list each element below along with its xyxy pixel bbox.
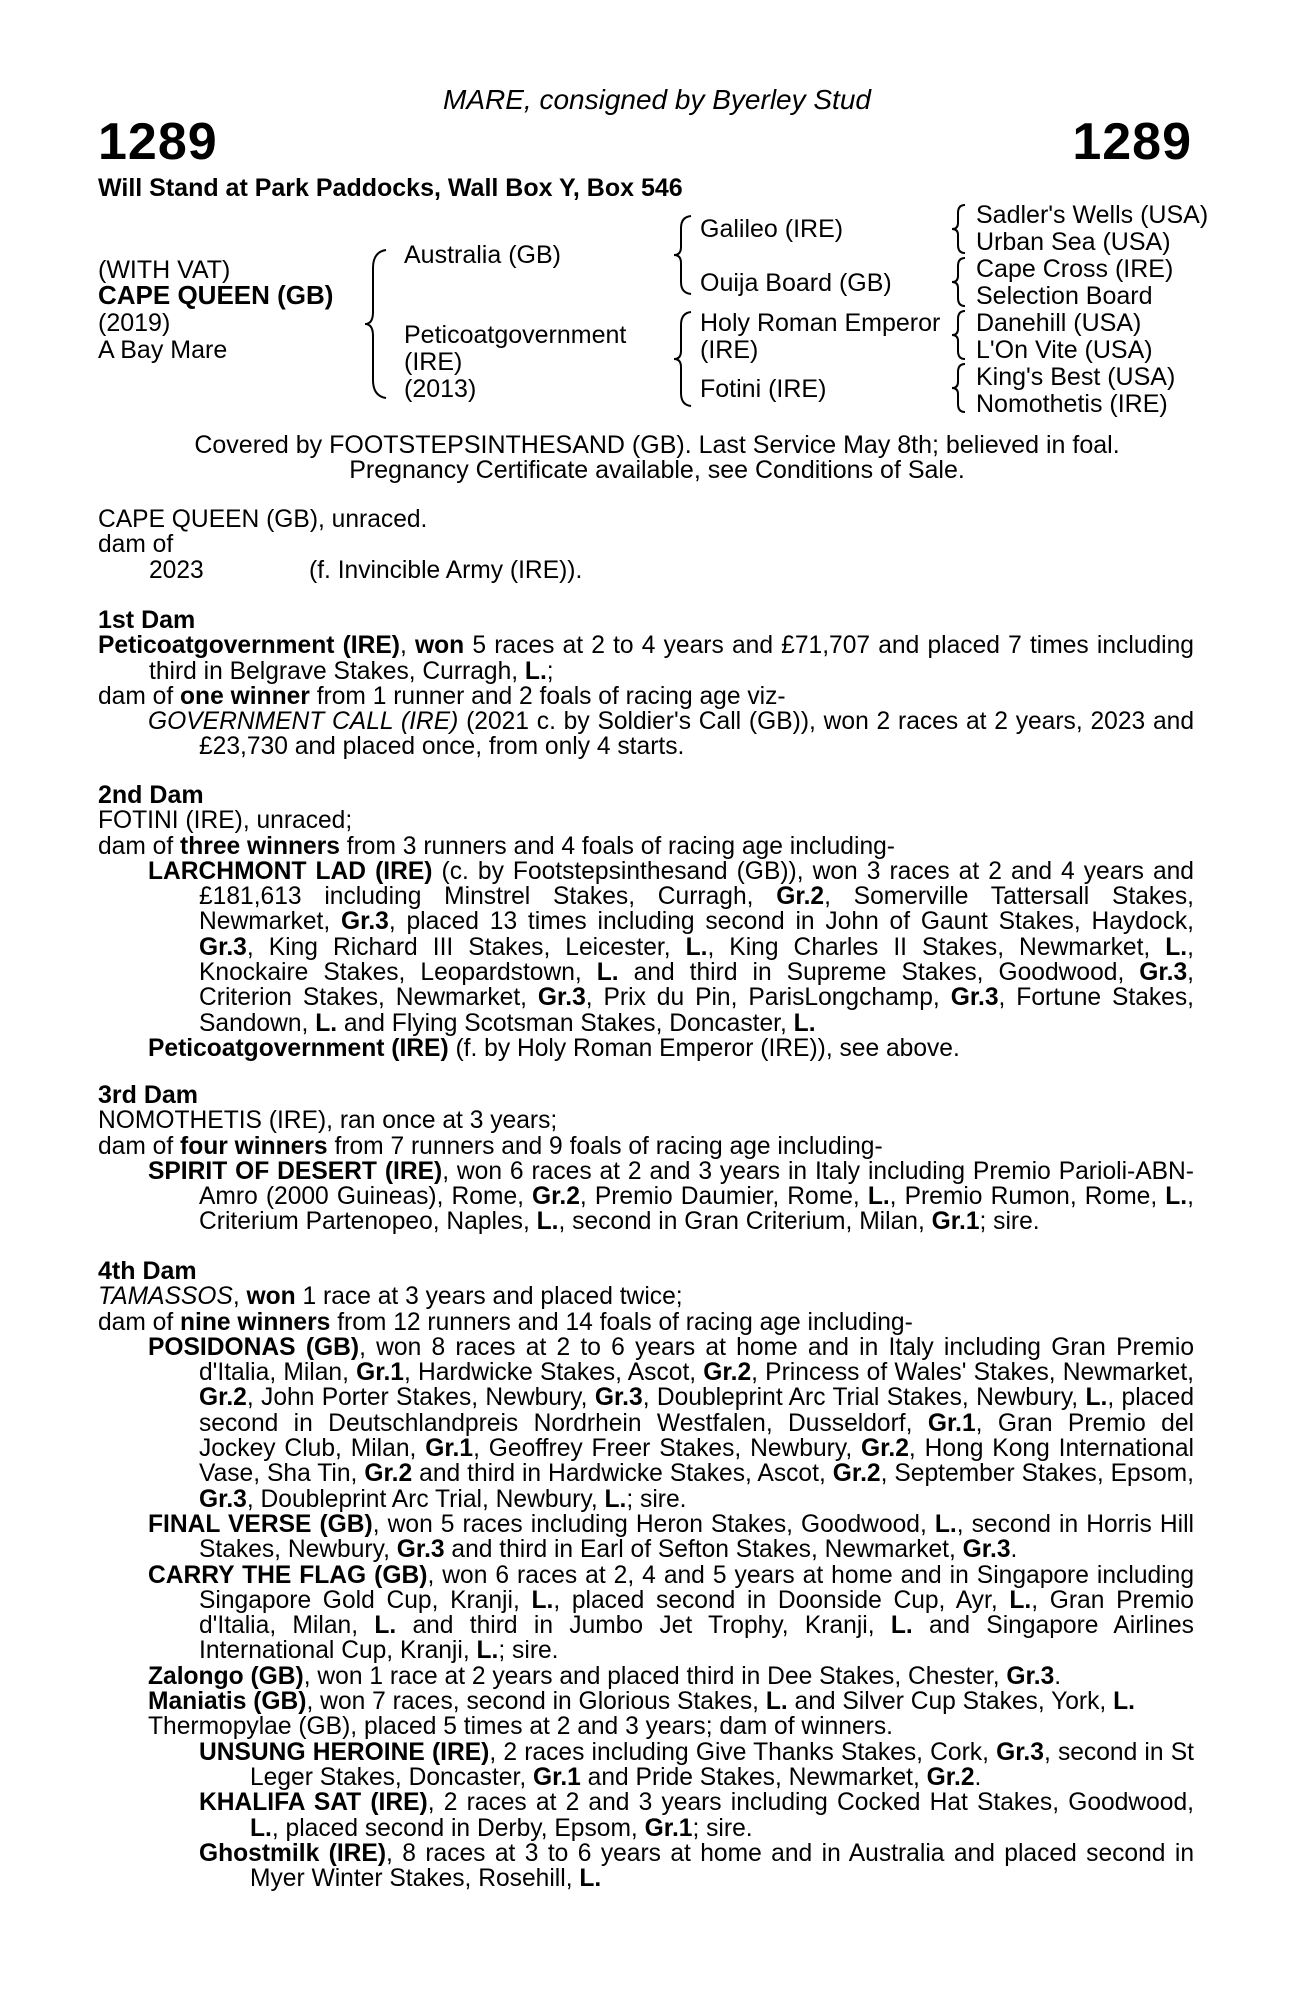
produce-text: from 3 runners and 4 foals of racing age including- bbox=[339, 832, 895, 860]
grade-marker: Gr.3 bbox=[996, 1738, 1044, 1766]
sire-dam: Ouija Board (GB) bbox=[700, 269, 892, 297]
winners-count: nine winners bbox=[180, 1308, 331, 1336]
record-text: , won 7 races, second in Glorious Stakes, bbox=[306, 1688, 766, 1716]
record-text: , placed second in Doonside Cup, Ayr, bbox=[553, 1586, 1010, 1614]
record-text: , placed 13 times including second in John of Gaunt Stakes, Haydock, bbox=[388, 908, 1194, 936]
dam-name-line1: Peticoatgovernment bbox=[404, 321, 627, 349]
record-text: , Prix du Pin, ParisLongchamp, bbox=[585, 984, 951, 1012]
grade-marker: Gr.1 bbox=[927, 1409, 976, 1437]
record-text: , won 5 races including Heron Stakes, Goodwood, bbox=[372, 1510, 935, 1538]
covered-line: Covered by FOOTSTEPSINTHESAND (GB). Last Service May 8th; believed in foal. bbox=[194, 431, 1120, 459]
listed-marker: L. bbox=[250, 1814, 272, 1842]
grand-progeny-entry bbox=[98, 1740, 1194, 1791]
listed-marker: L. bbox=[793, 1009, 816, 1037]
foal-details: (f. Invincible Army (IRE)). bbox=[309, 556, 583, 584]
grade-marker: Gr.2 bbox=[776, 883, 825, 911]
grade-marker: Gr.3 bbox=[594, 1384, 643, 1412]
dam-of-text: dam of bbox=[98, 1132, 181, 1160]
lot-number-right: 1289 bbox=[1072, 113, 1192, 171]
grade-marker: Gr.2 bbox=[703, 1359, 752, 1387]
progeny-name: Maniatis (GB) bbox=[148, 1688, 307, 1716]
fourth-dam-intro bbox=[98, 1284, 1194, 1309]
record-text: , Somerville Tattersall Stakes, Newmarket, bbox=[199, 883, 1194, 936]
horse-name: CAPE QUEEN (GB) bbox=[98, 280, 334, 310]
punctuation: ; bbox=[546, 657, 554, 685]
listed-marker: L. bbox=[765, 1688, 788, 1716]
second-dam-intro: FOTINI (IRE), unraced; bbox=[98, 807, 353, 835]
brace-generation-1 bbox=[362, 248, 390, 400]
grade-marker: Gr.2 bbox=[364, 1460, 413, 1488]
listed-marker: L. bbox=[867, 1183, 890, 1211]
record-text: , Fortune Stakes, Sandown, bbox=[199, 984, 1194, 1037]
listed-marker: L. bbox=[890, 1612, 913, 1640]
record-text: and third in Jumbo Jet Trophy, Kranji, bbox=[396, 1612, 891, 1640]
horse-year: (2019) bbox=[98, 309, 171, 337]
grade-marker: Gr.2 bbox=[861, 1435, 909, 1463]
listed-marker: L. bbox=[1009, 1586, 1032, 1614]
record-text: , King Richard III Stakes, Leicester, bbox=[246, 933, 686, 961]
gen4-ancestor: King's Best (USA) bbox=[976, 363, 1176, 391]
progeny-name: Zalongo (GB) bbox=[148, 1662, 304, 1690]
grade-marker: Gr.3 bbox=[199, 933, 247, 961]
progeny-entry bbox=[98, 1563, 1194, 1664]
progeny-name: LARCHMONT LAD (IRE) bbox=[148, 857, 433, 885]
grand-progeny-entry bbox=[98, 1790, 1194, 1841]
second-dam-heading: 2nd Dam bbox=[98, 781, 204, 809]
gen4-ancestor: Sadler's Wells (USA) bbox=[976, 201, 1209, 229]
grand-progeny-entry bbox=[98, 1841, 1194, 1892]
progeny-entry bbox=[98, 1664, 1194, 1689]
record-text: ; sire. bbox=[626, 1485, 687, 1513]
mare-summary bbox=[98, 507, 1194, 583]
record-text: , second in Gran Criterium, Milan, bbox=[558, 1208, 932, 1236]
progeny-record: (f. by Holy Roman Emperor (IRE)), see above. bbox=[448, 1034, 960, 1062]
winners-count: four winners bbox=[180, 1132, 328, 1160]
record-text: (c. by Footstepsinthesand (GB)), won 3 races at 2 and 4 years and £181,613 including Minstrel Stakes, Curragh, bbox=[199, 857, 1194, 911]
grade-marker: Gr.1 bbox=[931, 1208, 980, 1236]
fourth-dam-section bbox=[98, 1259, 1194, 1891]
dam-of-text: dam of bbox=[98, 1308, 181, 1336]
record-text: ; sire. bbox=[979, 1208, 1040, 1236]
grade-marker: Gr.3 bbox=[1006, 1662, 1055, 1690]
race-record: 5 races at 2 to 4 years and £71,707 and placed 7 times including third in Belgrave Stakes, Curragh, bbox=[149, 632, 1194, 685]
grade-marker: Gr.2 bbox=[532, 1183, 580, 1211]
brace-gen4-4 bbox=[950, 362, 968, 414]
grade-marker: Gr.3 bbox=[962, 1536, 1011, 1564]
record-text: , Premio Rumon, Rome, bbox=[889, 1183, 1166, 1211]
sire-sire: Galileo (IRE) bbox=[700, 215, 844, 243]
progeny-entry bbox=[98, 1036, 1194, 1061]
brace-gen4-2 bbox=[950, 256, 968, 308]
record-text: and third in Supreme Stakes, Goodwood, bbox=[618, 959, 1140, 987]
mare-race-record: CAPE QUEEN (GB), unraced. bbox=[98, 506, 428, 533]
second-dam-produce bbox=[98, 834, 1194, 859]
record-text: , won 1 race at 2 years and placed third in Dee Stakes, Chester, bbox=[303, 1662, 1007, 1690]
brace-gen4-1 bbox=[950, 203, 968, 255]
dam-name-line2: (IRE) bbox=[404, 348, 463, 376]
grade-marker: Gr.1 bbox=[532, 1763, 581, 1791]
grade-marker: Gr.1 bbox=[425, 1435, 474, 1463]
record-text: , placed second in Derby, Epsom, bbox=[271, 1814, 645, 1842]
consignor-line: MARE, consigned by Byerley Stud bbox=[443, 84, 871, 115]
record-text: and third in Earl of Sefton Stakes, Newmarket, bbox=[444, 1536, 963, 1564]
third-dam-intro: NOMOTHETIS (IRE), ran once at 3 years; bbox=[98, 1107, 558, 1135]
progeny-name: FINAL VERSE (GB) bbox=[148, 1510, 373, 1538]
record-text: , 8 races at 3 to 6 years at home and in Australia and placed second in Myer Winter Stakes, Rosehill, bbox=[250, 1839, 1194, 1893]
dam-of-text: dam of bbox=[98, 832, 181, 860]
record-text: , Knockaire Stakes, Leopardstown, bbox=[199, 933, 1194, 987]
record-text: ; sire. bbox=[692, 1814, 753, 1842]
foal-row bbox=[98, 558, 1194, 583]
progeny-entry bbox=[98, 709, 1194, 760]
grade-marker: Gr.3 bbox=[199, 1485, 247, 1513]
produce-text: from 7 runners and 9 foals of racing age including- bbox=[327, 1132, 883, 1160]
record-text: , second in Horris Hill Stakes, Newbury, bbox=[199, 1510, 1194, 1564]
third-dam-heading: 3rd Dam bbox=[98, 1081, 199, 1109]
grade-marker: Gr.3 bbox=[341, 908, 389, 936]
second-dam-section bbox=[98, 783, 1194, 1061]
vat-note: (WITH VAT) bbox=[98, 256, 231, 284]
first-dam-heading: 1st Dam bbox=[98, 606, 196, 634]
dam-dam: Fotini (IRE) bbox=[700, 375, 827, 403]
record-text: , 2 races including Give Thanks Stakes, Cork, bbox=[489, 1738, 997, 1766]
winners-count: one winner bbox=[180, 682, 310, 710]
record-text: , won 6 races at 2, 4 and 5 years at home and in Singapore including Singapore Gold Cup, Kranji, bbox=[199, 1561, 1194, 1614]
dam-sire-line2: (IRE) bbox=[700, 336, 759, 364]
fourth-dam-heading: 4th Dam bbox=[98, 1257, 197, 1285]
record-text: , won 6 races at 2 and 3 years in Italy including Premio Parioli-ABN-Amro (2000 Guineas), Rome, bbox=[199, 1157, 1194, 1211]
progeny-name: UNSUNG HEROINE (IRE) bbox=[199, 1738, 490, 1766]
progeny-entry bbox=[98, 1512, 1194, 1563]
progeny-entry: Thermopylae (GB), placed 5 times at 2 and 3 years; dam of winners. bbox=[148, 1713, 893, 1741]
record-text: and Flying Scotsman Stakes, Doncaster, bbox=[337, 1009, 794, 1037]
progeny-name: Ghostmilk (IRE) bbox=[199, 1839, 387, 1867]
record-text: , Criterium Partenopeo, Naples, bbox=[199, 1183, 1194, 1236]
record-text: and Singapore Airlines International Cup, Kranji, bbox=[199, 1612, 1194, 1665]
dam-name: TAMASSOS bbox=[98, 1283, 233, 1311]
record-text: , Gran Premio del Jockey Club, Milan, bbox=[199, 1409, 1195, 1463]
record-text: , placed second in Deutschlandpreis Nordrhein Westfalen, Dusseldorf, bbox=[199, 1384, 1195, 1437]
produce-text: from 1 runner and 2 foals of racing age viz- bbox=[309, 682, 786, 710]
won-word: won bbox=[246, 1283, 296, 1311]
grade-marker: Gr.2 bbox=[832, 1460, 881, 1488]
listed-marker: L. bbox=[374, 1612, 397, 1640]
progeny-name: KHALIFA SAT (IRE) bbox=[199, 1789, 428, 1817]
gen4-ancestor: Urban Sea (USA) bbox=[976, 228, 1171, 256]
progeny-entry bbox=[98, 1689, 1194, 1714]
listed-marker: L. bbox=[524, 657, 547, 685]
grade-marker: Gr.3 bbox=[537, 984, 586, 1012]
first-dam-section bbox=[98, 608, 1194, 760]
record-text: , Geoffrey Freer Stakes, Newbury, bbox=[473, 1435, 862, 1463]
record-text: , Criterion Stakes, Newmarket, bbox=[199, 959, 1194, 1012]
progeny-name: Peticoatgovernment (IRE) bbox=[148, 1034, 449, 1062]
dam-name-line3: (2013) bbox=[404, 375, 477, 403]
progeny-entry bbox=[98, 859, 1194, 1036]
first-dam-record: Peticoatgovernment (IRE), won 5 races at 2 to 4 years and £71,707 and placed 7 times including third in Belgrave Stakes, Curragh, L.; bbox=[98, 632, 1194, 685]
brace-sire-parents bbox=[672, 214, 694, 296]
grade-marker: Gr.1 bbox=[644, 1814, 693, 1842]
record-text: ; sire. bbox=[498, 1637, 559, 1665]
progeny-entry bbox=[98, 1335, 1194, 1512]
winners-count: three winners bbox=[180, 832, 340, 860]
listed-marker: L. bbox=[315, 1009, 338, 1037]
listed-marker: L. bbox=[596, 959, 619, 987]
gen4-ancestor: L'On Vite (USA) bbox=[976, 336, 1153, 364]
listed-marker: L. bbox=[1165, 933, 1188, 961]
record-text: , Princess of Wales' Stakes, Newmarket, bbox=[751, 1359, 1194, 1387]
progeny-name: GOVERNMENT CALL (IRE) bbox=[148, 708, 459, 736]
sire-name: Australia (GB) bbox=[404, 241, 561, 269]
stand-location: Will Stand at Park Paddocks, Wall Box Y, Box 546 bbox=[98, 174, 683, 202]
record-text: , Premio Daumier, Rome, bbox=[579, 1183, 868, 1211]
listed-marker: L. bbox=[579, 1865, 602, 1893]
race-record: 1 race at 3 years and placed twice; bbox=[295, 1283, 683, 1311]
brace-dam-parents bbox=[672, 310, 694, 408]
gen4-ancestor: Nomothetis (IRE) bbox=[976, 390, 1168, 418]
record-text: , won 8 races at 2 to 6 years at home and in Italy including Gran Premio d'Italia, Milan, bbox=[199, 1333, 1194, 1387]
progeny-name: SPIRIT OF DESERT (IRE) bbox=[148, 1157, 443, 1185]
record-text: , John Porter Stakes, Newbury, bbox=[246, 1384, 595, 1412]
record-text: , Hong Kong International Vase, Sha Tin, bbox=[199, 1435, 1194, 1488]
record-text: . bbox=[1010, 1536, 1018, 1564]
listed-marker: L. bbox=[1113, 1688, 1135, 1716]
listed-marker: L. bbox=[1165, 1183, 1188, 1211]
pregnancy-line: Pregnancy Certificate available, see Conditions of Sale. bbox=[349, 456, 965, 484]
listed-marker: L. bbox=[536, 1208, 559, 1236]
gen4-ancestor: Selection Board bbox=[976, 282, 1153, 310]
gen4-ancestor: Danehill (USA) bbox=[976, 309, 1142, 337]
grade-marker: Gr.3 bbox=[1139, 959, 1188, 987]
progeny-entry bbox=[98, 1159, 1194, 1235]
progeny-name: CARRY THE FLAG (GB) bbox=[148, 1561, 428, 1589]
record-text: , September Stakes, Epsom, bbox=[880, 1460, 1194, 1488]
grade-marker: Gr.3 bbox=[950, 984, 999, 1012]
listed-marker: L. bbox=[604, 1485, 627, 1513]
record-text: , Doubleprint Arc Trial Stakes, Newbury, bbox=[642, 1384, 1086, 1412]
grade-marker: Gr.1 bbox=[356, 1359, 404, 1387]
third-dam-section bbox=[98, 1083, 1194, 1235]
won-word: won bbox=[415, 632, 465, 660]
record-text: . bbox=[974, 1763, 982, 1791]
mare-dam-of: dam of bbox=[98, 531, 174, 559]
record-text: , King Charles II Stakes, Newmarket, bbox=[707, 933, 1166, 961]
record-text: and Silver Cup Stakes, York, bbox=[787, 1688, 1114, 1716]
listed-marker: L. bbox=[1085, 1384, 1108, 1412]
produce-text: from 12 runners and 14 foals of racing age including- bbox=[330, 1308, 913, 1336]
dam-of-text: dam of bbox=[98, 682, 181, 710]
brace-gen4-3 bbox=[950, 309, 968, 361]
gen4-ancestor: Cape Cross (IRE) bbox=[976, 255, 1174, 283]
record-text: , Doubleprint Arc Trial, Newbury, bbox=[246, 1485, 605, 1513]
record-text: and Pride Stakes, Newmarket, bbox=[580, 1763, 927, 1791]
record-text: , 2 races at 2 and 3 years including Cocked Hat Stakes, Goodwood, bbox=[427, 1789, 1194, 1817]
listed-marker: L. bbox=[934, 1510, 957, 1538]
first-dam-produce bbox=[98, 684, 1194, 709]
listed-marker: L. bbox=[685, 933, 708, 961]
progeny-record: (2021 c. by Soldier's Call (GB)), won 2 races at 2 years, 2023 and £23,730 and placed once, from only 4 starts. bbox=[199, 708, 1194, 761]
third-dam-produce bbox=[98, 1134, 1194, 1159]
lot-number-left: 1289 bbox=[98, 113, 218, 171]
dam-sire-line1: Holy Roman Emperor bbox=[700, 309, 941, 337]
punctuation: , bbox=[232, 1283, 247, 1311]
listed-marker: L. bbox=[476, 1637, 499, 1665]
progeny-name: POSIDONAS (GB) bbox=[148, 1333, 360, 1361]
first-dam-name: Peticoatgovernment (IRE) bbox=[98, 632, 400, 660]
grade-marker: Gr.2 bbox=[199, 1384, 247, 1412]
listed-marker: L. bbox=[531, 1586, 554, 1614]
grade-marker: Gr.3 bbox=[396, 1536, 445, 1564]
horse-description: A Bay Mare bbox=[98, 336, 228, 364]
foal-year: 2023 bbox=[149, 556, 204, 584]
record-text: and third in Hardwicke Stakes, Ascot, bbox=[412, 1460, 833, 1488]
record-text: , second in St Leger Stakes, Doncaster, bbox=[250, 1738, 1194, 1791]
record-text: , Hardwicke Stakes, Ascot, bbox=[403, 1359, 704, 1387]
fourth-dam-produce bbox=[98, 1310, 1194, 1335]
grade-marker: Gr.2 bbox=[926, 1763, 975, 1791]
record-text: . bbox=[1054, 1662, 1062, 1690]
record-text: , Gran Premio d'Italia, Milan, bbox=[199, 1586, 1194, 1640]
